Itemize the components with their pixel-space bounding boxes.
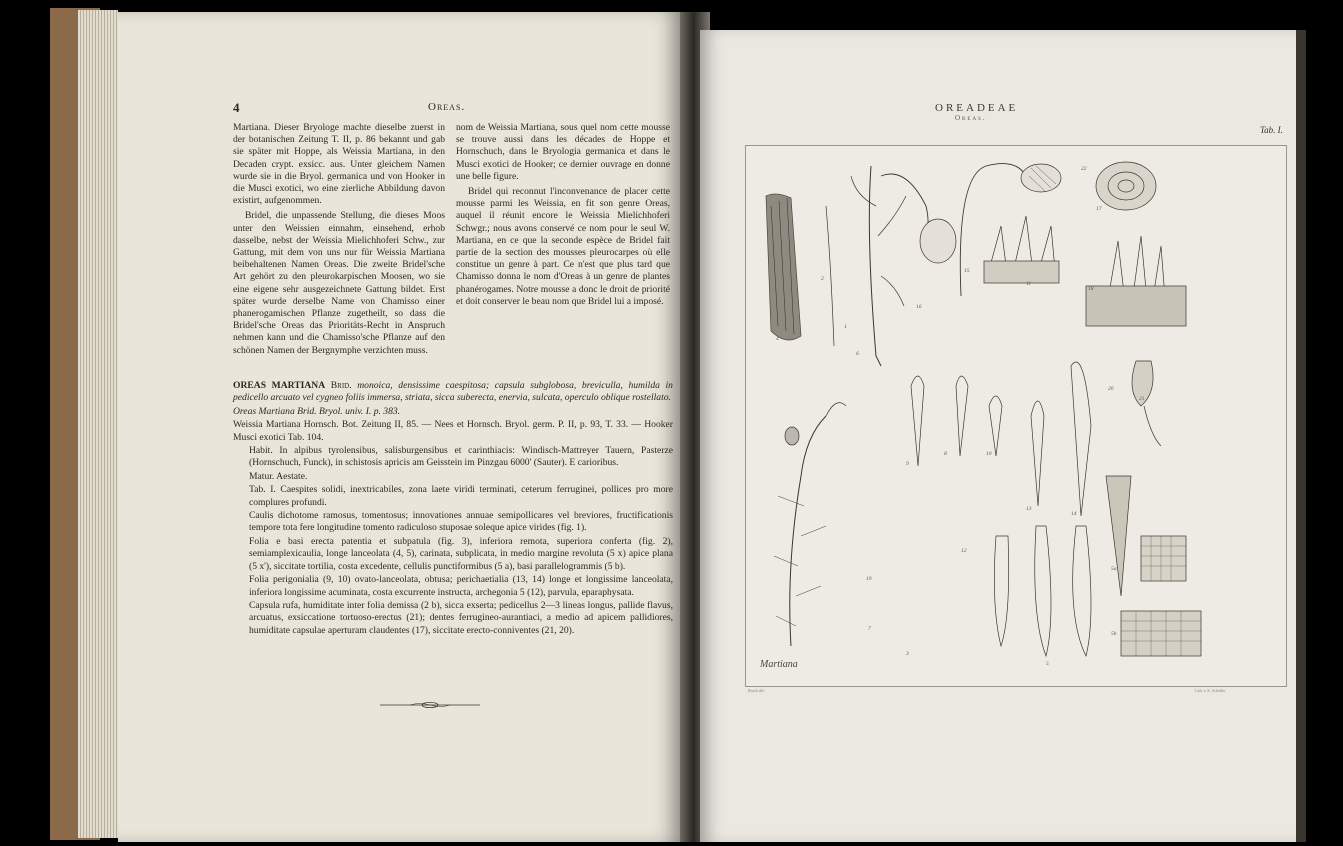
figure-label: 17	[1096, 206, 1102, 212]
credit-right: Lith. v. E. Schaller.	[1195, 688, 1226, 693]
german-paragraph: Bridel, die unpassende Stellung, die dieses Moos unter den Weissien einnahm, einsehend, erhob dasselbe, nebst der Weissia Mielichhoferi Schw., zur Gattung, mit dem von uns nur für Weissia Martiana beibehaltenen Namen Oreas. Die zweite Bridel'sche Art gehört zu den pleurokarpischen Moosen, wo sie eine eigene sehr ausgezeichnete Gattung bildet. Erst später wurde derselbe Name von Chamisso einer phanerogamischen Pflanze zugetheilt, so dass die Bridel'sche Oreas das Prioritäts-Recht in Anspruch nehmen kann und die Chamisso'sche Pflanze auf den schönen Namen der Bergnymphe verzichten muss.	[233, 210, 445, 356]
plant-habit	[774, 403, 846, 646]
description-paragraph: Capsula rufa, humiditate inter folia demissa (2 b), sicca exserta; pedicellus 2—3 lineas longus, pallide flavus, arcuatus, exsiccatione tortuoso-erectus (21); dentes ferrugineo-aurantiaci, a medio ad apicem pallidiores, humiditate capsulae aperturam claudentes (17), siccitate erecto-conniventes (21, 20).	[249, 599, 673, 636]
cell-network	[1106, 476, 1201, 656]
leaf-figures	[911, 362, 1091, 656]
figure-label: 13	[1026, 506, 1032, 512]
ornamental-rule	[380, 701, 480, 709]
book-cover-right	[1296, 30, 1306, 842]
figure-label: 12	[961, 548, 967, 554]
moss-turf-drawing	[766, 194, 801, 340]
maturity: Matur. Aestate.	[249, 470, 308, 482]
peristome-teeth	[984, 216, 1186, 326]
german-column	[233, 122, 445, 360]
description-paragraph: Caulis dichotome ramosus, tomentosus; innovationes annuae semipollicares vel breviores, fructificationis tempore tota fere longitudine tomento radiculoso stuposae soleque apice virides (fig. 1).	[249, 510, 673, 534]
description-paragraph: Folia e basi erecta patentia et subpatula (fig. 3), inferiora remota, superiora conferta (fig. 2), semiamplexicaulia, longe lanceolata (4, 5), carinata, subplicata, in medio margine revoluta (5 x) apice plana (5 x'), siccitate tortilia, costa excedente, cellulis punctiformibus (5 a), basi parallelogrammis (5 b).	[249, 535, 673, 572]
shoot-with-capsule	[826, 166, 956, 366]
figure-label: 21	[1139, 396, 1145, 402]
synonym: Weissia Martiana Hornsch. Bot. Zeitung II, 85. — Nees et Hornsch. Bryol. germ. P. II, p. 93, T. 33. — Hooker Musci exotici Tab. 104.	[233, 419, 673, 443]
description-paragraph: Tab. I. Caespites solidi, inextricabiles, zona laete viridi terminati, ceterum ferruginei, pollices pro more complures profundi.	[249, 484, 673, 508]
capsule-side-view	[1132, 361, 1161, 446]
tab-number: Tab. I.	[1260, 125, 1283, 135]
figure-label: 11	[1026, 281, 1032, 287]
species-author: Brid.	[330, 380, 352, 391]
figure-label: 22	[1081, 166, 1087, 172]
figure-label: 9	[906, 461, 909, 467]
figure-label: 3	[906, 651, 909, 657]
figure-label: 16	[916, 304, 922, 310]
plate-subtitle: Oreas.	[955, 114, 987, 122]
species-heading: OREAS MARTIANA	[233, 380, 326, 391]
description-paragraph: Folia perigonialia (9, 10) ovato-lanceolata, obtusa; perichaetialia (13, 14) longe et longissime lanceolata, inferiora longissime acuminata, costa excurrente instructa, archegonia 5 (12), parvula, eparaphysata.	[249, 574, 673, 598]
botanical-plate	[745, 145, 1287, 687]
species-heading-line	[233, 380, 673, 405]
figure-label: 5	[1046, 661, 1049, 667]
species-diagnosis: monoica, densissime caespitosa; capsula subglobosa, breviculla, humilda in pedicello arcuato vel cygneo foliis immersa, striata, sicca suberecta, enervia, sulcata, operculo oblique rostellato.	[233, 380, 673, 404]
french-column	[456, 122, 670, 311]
figure-label: 5a	[1111, 566, 1117, 572]
moss-illustration	[746, 146, 1286, 686]
figure-label: 14	[1071, 511, 1077, 517]
french-paragraph: Bridel qui reconnut l'inconvenance de placer cette mousse parmi les Weissia, en fit son genre Oreas, auquel il réunit encore le Weissia Mielichhoferi Schwgr.; nous avons conservé ce nom pour le seul W. Martiana, en ce que la seconde espèce de Bridel fait partie de la section des mousses pleurocarpes où elle constitue un genre à part. Ce n'est que plus tard que Chamisso donna le nom d'Oreas à un genre de plantes phanérogames. Notre mousse a donc le droit de priorité et doit conserver le beau nom que Bridel lui a imposé.	[456, 186, 670, 307]
french-paragraph: nom de Weissia Martiana, sous quel nom cette mousse se trouve aussi dans les décades de Hoppe et Hornschuch, dans le Bryologia germanica et dans le Musci exotici de Hooker; ce dernier ouvrage en donne une belle figure.	[456, 122, 670, 182]
figure-label: 19	[866, 576, 872, 582]
figure-label: 10	[986, 451, 992, 457]
figure-label: 8	[944, 451, 947, 457]
figure-label: 7	[868, 626, 871, 632]
figure-label: 1	[844, 324, 847, 330]
figure-label: 18	[1088, 286, 1094, 292]
figure-label: 2	[821, 276, 824, 282]
page-number: 4	[233, 100, 240, 115]
plate-caption: Martiana	[760, 659, 798, 670]
figure-label: 15	[964, 268, 970, 274]
species-description	[233, 380, 673, 638]
figure-label: 20	[1108, 386, 1114, 392]
figure-label: 4	[776, 336, 779, 342]
plate-title: OREADEAE	[935, 102, 1019, 114]
peristome-top-view	[1096, 162, 1156, 210]
page-edges	[78, 10, 118, 838]
figure-label: 5b	[1111, 631, 1117, 637]
figure-label: 6	[856, 351, 859, 357]
credit-left: Bruch del.	[748, 688, 765, 693]
habitat: Habit. In alpibus tyrolensibus, salisburgensibus et carinthiacis: Windisch-Mattreyer Tauern, Pasterze (Hornschuch, Funck), in schistosis apricis am Geisstein im Pinzgau 6000' (Sauter). E carioribus.	[249, 445, 673, 469]
running-head: Oreas.	[428, 101, 466, 113]
german-paragraph: Martiana. Dieser Bryologe machte dieselbe zuerst in der botanischen Zeitung T. II, p. 86 bekannt und gab sie später mit Hoppe, als Weissia Martiana, in den Decaden crypt. exsicc. aus. Unter gleichem Namen wurde sie in die Bryol. germanica und von Hooker in die Musci exotici, wo eine zierliche Abbildung davon existirt, aufgenommen.	[233, 122, 445, 207]
synonym: Oreas Martiana Brid. Bryol. univ. I. p. 383.	[233, 405, 401, 417]
